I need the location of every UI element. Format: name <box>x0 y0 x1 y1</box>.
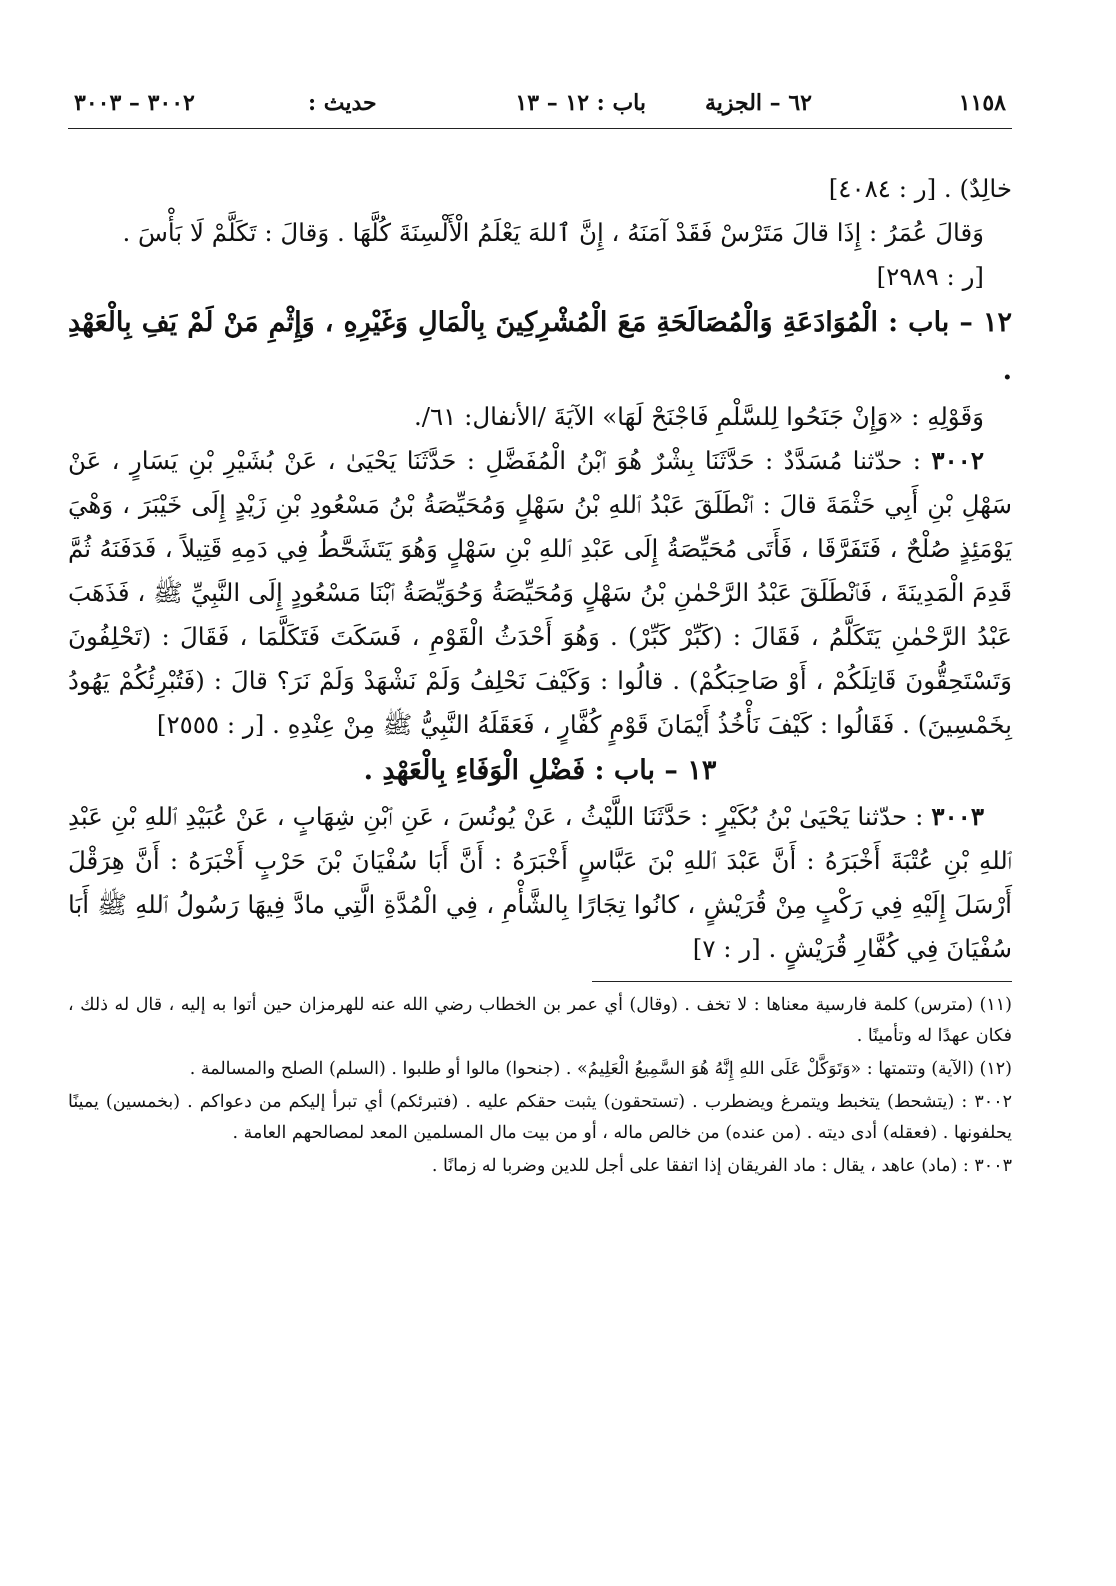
hadith-3003 <box>68 795 1012 971</box>
book-title: ٦٢ – الجزية <box>704 90 812 116</box>
paragraph-umar-ref <box>68 255 1012 299</box>
cross-reference: [ر : ٧] <box>692 934 761 963</box>
cross-reference: [ر : ٢٥٥٥] <box>156 710 265 739</box>
footnote-3003: ٣٠٠٣ : (ماد) عاهد ، يقال : ماد الفريقان إذا اتفقا على أجل للدين وضربا له زمانًا . <box>431 1156 1012 1176</box>
umar-text: وَقالَ عُمَرُ : إِذَا قالَ مَتَرْسْ فَقَدْ آمَنَهُ ، إِنَّ ٱللهَ يَعْلَمُ الْأَلْسِنَةَ كُلَّهَا . وَقالَ : تَكَلَّمْ لَا بَأْسَ . <box>122 218 984 247</box>
main-text <box>68 167 1012 971</box>
chapter-range: باب : ١٢ – ١٣ <box>515 90 646 116</box>
chapter-heading-12: ١٢ – باب : الْمُوَادَعَةِ وَالْمُصَالَحَةِ مَعَ الْمُشْرِكِينَ بِالْمَالِ وَغَيْرِهِ ، وَإِثْمِ مَنْ لَمْ يَفِ بِالْعَهْدِ . <box>68 307 1012 386</box>
header-rule <box>68 128 1012 129</box>
footnotes <box>68 990 1012 1182</box>
footnote-rule <box>592 981 1012 982</box>
chapter-12-verse: وَقَوْلِهِ : «وَإِنْ جَنَحُوا لِلسَّلْمِ فَاجْنَحْ لَهَا» الآيَةَ /الأنفال: ٦١/. <box>413 402 984 431</box>
hadith-label: حديث : <box>308 90 377 116</box>
hadith-number: ٣٠٠٢ <box>931 446 984 475</box>
footnote-12: (١٢) (الآية) وتتمتها : «وَتَوَكَّلْ عَلَى اللهِ إِنَّهُ هُوَ السَّمِيعُ الْعَلِيمُ» . (جنحوا) مالوا أو طلبوا . (السلم) الصلح والمسالمة . <box>189 1059 1012 1079</box>
book-page <box>68 84 1012 1184</box>
hadith-range: ٣٠٠٢ – ٣٠٠٣ <box>74 90 195 116</box>
hadith-number: ٣٠٠٣ <box>931 802 984 831</box>
hadith-text: : حدّثنا يَحْيَىٰ بْنُ بُكَيْرٍ : حَدَّثَنَا اللَّيْثُ ، عَنْ يُونُسَ ، عَنِ ٱبْنِ شِهَابٍ ، عَنْ عُبَيْدِ ٱللهِ بْنِ عَبْدِ ٱللهِ بْنِ عُتْبَةَ أَخْبَرَهُ : أَنَّ عَبْدَ ٱللهِ بْنَ عَبَّاسٍ أَخْبَرَهُ : أَنَّ أَبَا سُفْيَانَ بْنَ حَرْبٍ أَخْبَرَهُ : أَنَّ هِرَقْلَ أَرْسَلَ إِلَيْهِ فِي رَكْبٍ مِنْ قُرَيْشٍ ، كانُوا تِجَارًا بِالشَّأْمِ ، فِي الْمُدَّةِ الَّتِي مادَّ فِيهَا رَسُولُ ٱللهِ ﷺ أَبَا سُفْيَانَ فِي كُفَّارِ قُرَيْشٍ . <box>68 802 1012 963</box>
footnote-3002: ٣٠٠٢ : (يتشحط) يتخبط ويتمرغ ويضطرب . (تستحقون) يثبت حقكم عليه . (فتبرئكم) أي تبرأ إليكم من دعواكم . (بخمسين) يمينًا يحلفونها . (فعقله) أدى ديته . (من عنده) من خالص ماله ، أو من بيت مال المسلمين المعد لمصالحهم العامة . <box>68 1092 1012 1143</box>
paragraph-continuation: خالِدٌ) . [ر : ٤٠٨٤] <box>828 174 1012 203</box>
page-number: ١١٥٨ <box>958 90 1006 116</box>
chapter-heading-13: ١٣ – باب : فَضْلِ الْوَفَاءِ بِالْعَهْدِ . <box>363 755 717 786</box>
cross-reference: [ر : ٢٩٨٩] <box>876 262 984 291</box>
hadith-3002 <box>68 439 1012 747</box>
footnote-11: (١١) (مترس) كلمة فارسية معناها : لا تخف . (وقال) أي عمر بن الخطاب رضي الله عنه للهرمزان حين أتوا به إليه ، قال له ذلك ، فكان عهدًا له وتأمينًا . <box>68 995 1012 1046</box>
running-header <box>68 84 1012 128</box>
paragraph-umar <box>68 211 1012 255</box>
hadith-text: : حدّثنا مُسَدَّدٌ : حَدَّثَنَا بِشْرٌ هُوَ ٱبْنُ الْمُفَضَّلِ : حَدَّثَنَا يَحْيَىٰ ، عَنْ بُشَيْرِ بْنِ يَسَارٍ ، عَنْ سَهْلِ بْنِ أَبِي حَثْمَةَ قالَ : ٱنْطَلَقَ عَبْدُ ٱللهِ بْنُ سَهْلٍ وَمُحَيِّصَةُ بْنُ مَسْعُودِ بْنِ زَيْدٍ إِلَى خَيْبَرَ ، وَهْيَ يَوْمَئِذٍ صُلْحٌ ، فَتَفَرَّقَا ، فَأَتَى مُحَيِّصَةُ إِلَى عَبْدِ ٱللهِ بْنِ سَهْلٍ وَهُوَ يَتَشَحَّطُ فِي دَمِهِ قَتِيلاً ، فَدَفَنَهُ ثُمَّ قَدِمَ الْمَدِينَةَ ، فَٱنْطَلَقَ عَبْدُ الرَّحْمٰنِ بْنُ سَهْلٍ وَمُحَيِّصَةُ وَحُوَيِّصَةُ ٱبْنَا مَسْعُودٍ إِلَى النَّبِيِّ ﷺ ، فَذَهَبَ عَبْدُ الرَّحْمٰنِ يَتَكَلَّمُ ، فَقَالَ : (كَبِّرْ كَبِّرْ) . وَهُوَ أَحْدَثُ الْقَوْمِ ، فَسَكَتَ فَتَكَلَّمَا ، فَقَالَ : (تَحْلِفُونَ وَتَسْتَحِقُّونَ قَاتِلَكُمْ ، أَوْ صَاحِبَكُمْ) . قالُوا : وَكَيْفَ نَحْلِفُ وَلَمْ نَشْهَدْ وَلَمْ نَرَ؟ قالَ : (فَتُبْرِئُكُمْ يَهُودُ بِخَمْسِينَ) . فَقَالُوا : كَيْفَ نَأْخُذُ أَيْمَانَ قَوْمٍ كُفَّارٍ ، فَعَقَلَهُ النَّبِيُّ ﷺ مِنْ عِنْدِهِ . <box>68 446 1012 739</box>
